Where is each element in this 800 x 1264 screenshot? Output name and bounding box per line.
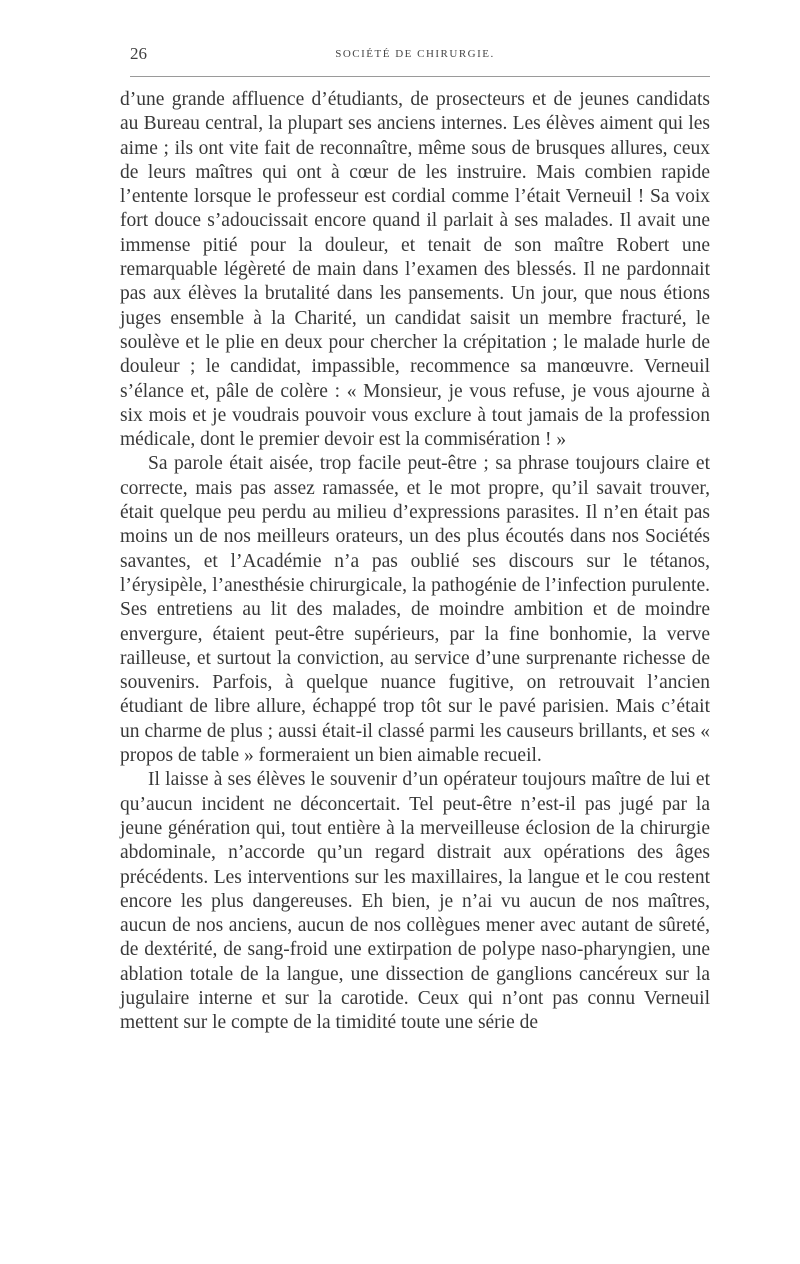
body-text <box>120 88 710 1036</box>
page-header <box>120 36 710 70</box>
running-title: SOCIÉTÉ DE CHIRURGIE. <box>335 48 495 60</box>
paragraph-2: Sa parole était aisée, trop facile peut-être ; sa phrase toujours claire et correcte, mais pas assez ramassée, et le mot propre, qu’il savait trouver, était quelque peu perdu au milieu d’expressions parasites. Il n’en était pas moins un de nos meilleurs orateurs, un des plus écoutés dans nos Sociétés savantes, et l’Académie n’a pas oublié ses discours sur le tétanos, l’érysipèle, l’anesthésie chirurgicale, la pathogénie de l’infection purulente. Ses entretiens au lit des malades, de moindre ambition et de moindre envergure, étaient peut-être supérieurs, par la fine bonhomie, la verve railleuse, et surtout la conviction, au service d’une surprenante richesse de souvenirs. Parfois, à quelque nuance fugitive, on retrouvait l’ancien étudiant de libre allure, échappé trop tôt sur le pavé parisien. Mais c’était un charme de plus ; aussi était-il classé parmi les causeurs brillants, et ses « propos de table » formeraient un bien aimable recueil. <box>120 453 710 767</box>
paragraph-3: Il laisse à ses élèves le souvenir d’un opérateur toujours maître de lui et qu’aucun incident ne déconcertait. Tel peut-être n’est-il pas jugé par la jeune génération qui, tout entière à la merveilleuse éclosion de la chirurgie abdominale, n’accorde qu’un regard distrait aux opérations des âges précédents. Les interventions sur les maxillaires, la langue et le cou restent encore les plus dangereuses. Eh bien, je n’ai vu aucun de nos maîtres, aucun de nos anciens, aucun de nos collègues mener avec autant de sûreté, de dextérité, de sang-froid une extirpation de polype naso-pharyngien, une ablation totale de la langue, une dissection de ganglions cancéreux sur la jugulaire interne et sur la carotide. Ceux qui n’ont pas connu Verneuil mettent sur le compte de la timidité toute une série de <box>120 769 710 1034</box>
paragraph-1-continued: d’une grande affluence d’étudiants, de prosecteurs et de jeunes candidats au Bureau central, la plupart ses anciens internes. Les élèves aiment qui les aime ; ils ont vite fait de reconnaître, même sous de brusques allures, ceux de leurs maîtres qui ont à cœur de les instruire. Mais combien rapide l’entente lorsque le professeur est cordial comme l’était Verneuil ! Sa voix fort douce s’adoucissait encore quand il parlait à ses malades. Il avait une immense pitié pour la douleur, et tenait de son maître Robert une remarquable légèreté de main dans l’examen des blessés. Il ne pardonnait pas aux élèves la brutalité dans les pansements. Un jour, que nous étions juges ensemble à la Charité, un candidat saisit un membre fracturé, le soulève et le plie en deux pour chercher la crépitation ; le malade hurle de douleur ; le candidat, impassible, recommence sa manœuvre. Verneuil s’élance et, pâle de colère : « Monsieur, je vous refuse, je vous ajourne à six mois et je voudrais pouvoir vous exclure à tout jamais de la profession médicale, dont le premier devoir est la commisération ! » <box>120 89 710 451</box>
page-number: 26 <box>130 44 147 63</box>
book-page <box>120 36 710 1036</box>
header-rule <box>130 76 710 77</box>
